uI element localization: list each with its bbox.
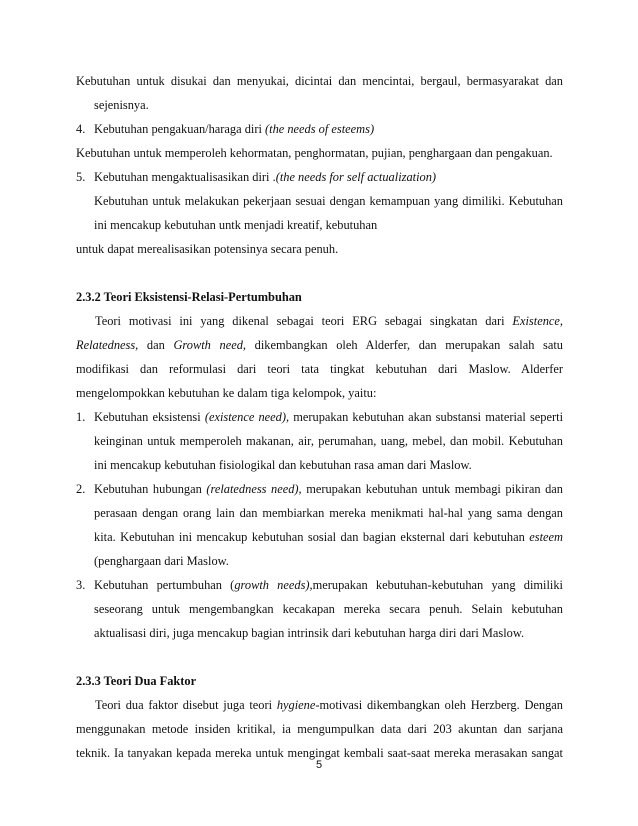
text-line: Kebutuhan pengakuan/haraga diri (the needs of esteems) bbox=[94, 122, 375, 136]
text-line: perasaan dengan orang lain dan membiarkan mereka menikmati hal-hal yang sama dengan bbox=[94, 506, 563, 520]
section-heading: 2.3.2 Teori Eksistensi-Relasi-Pertumbuhan bbox=[76, 290, 302, 304]
text-line: ini mencakup kebutuhan untk menjadi kreatif, kebutuhan bbox=[94, 218, 378, 232]
text-line: (penghargaan dari Maslow. bbox=[94, 554, 229, 568]
text-line: keinginan untuk memperoleh makanan, air, perumahan, uang, mebel, dan mobil. Kebutuhan bbox=[94, 434, 563, 448]
text-line: Kebutuhan eksistensi (existence need), merupakan kebutuhan akan substansi material seperti bbox=[94, 410, 564, 424]
text-line: untuk dapat merealisasikan potensinya secara penuh. bbox=[76, 242, 339, 256]
text-line: Relatedness, dan Growth need, dikembangkan oleh Alderfer, dan merupakan salah satu bbox=[76, 338, 563, 352]
text-line: aktualisasi diri, juga mencakup bagian intrinsik dari kebutuhan harga diri dari Maslow. bbox=[94, 626, 525, 640]
text-line: Teori dua faktor disebut juga teori hygiene-motivasi dikembangkan oleh Herzberg. Dengan bbox=[95, 698, 563, 712]
list-number: 4. bbox=[76, 122, 86, 136]
text-line: Kebutuhan untuk melakukan pekerjaan sesuai dengan kemampuan yang dimiliki. Kebutuhan bbox=[94, 194, 563, 208]
text-line: Kebutuhan untuk disukai dan menyukai, dicintai dan mencintai, bergaul, bermasyarakat dan bbox=[76, 74, 563, 88]
text-line: Kebutuhan pertumbuhan (growth needs),merupakan kebutuhan-kebutuhan yang dimiliki bbox=[94, 578, 563, 592]
text-line: Kebutuhan hubungan (relatedness need), merupakan kebutuhan untuk membagi pikiran dan bbox=[94, 482, 563, 496]
list-number: 5. bbox=[76, 170, 86, 184]
section-heading: 2.3.3 Teori Dua Faktor bbox=[76, 674, 197, 688]
text-line: Teori motivasi ini yang dikenal sebagai teori ERG sebagai singkatan dari Existence, bbox=[95, 314, 563, 328]
page-number: 5 bbox=[315, 759, 323, 771]
text-line: seseorang untuk mengembangkan kecakapan mereka secara penuh. Selain kebutuhan bbox=[94, 602, 563, 616]
text-line: ini mencakup kebutuhan fisiologikal dan kebutuhan rasa aman dari Maslow. bbox=[94, 458, 472, 472]
list-number: 3. bbox=[76, 578, 86, 592]
text-line: menggunakan metode insiden kritikal, ia mengumpulkan data dari 203 akuntan dan sarjana bbox=[76, 722, 563, 736]
text-line: modifikasi dan reformulasi dari teori tata tingkat kebutuhan dari Maslow. Alderfer bbox=[76, 362, 563, 376]
text-line: kita. Kebutuhan ini mencakup kebutuhan sosial dan bagian eksternal dari kebutuhan esteem bbox=[94, 530, 563, 544]
text-line: teknik. Ia tanyakan kepada mereka untuk mengingat kembali saat-saat mereka merasakan sangat bbox=[76, 746, 563, 760]
list-number: 1. bbox=[76, 410, 86, 424]
text-line: Kebutuhan untuk memperoleh kehormatan, penghormatan, pujian, penghargaan dan pengakuan. bbox=[76, 146, 553, 160]
text-line: mengelompokkan kebutuhan ke dalam tiga kelompok, yaitu: bbox=[76, 386, 377, 400]
text-line: sejenisnya. bbox=[94, 98, 149, 112]
list-number: 2. bbox=[76, 482, 86, 496]
text-line: Kebutuhan mengaktualisasikan diri .(the needs for self actualization) bbox=[94, 170, 437, 184]
